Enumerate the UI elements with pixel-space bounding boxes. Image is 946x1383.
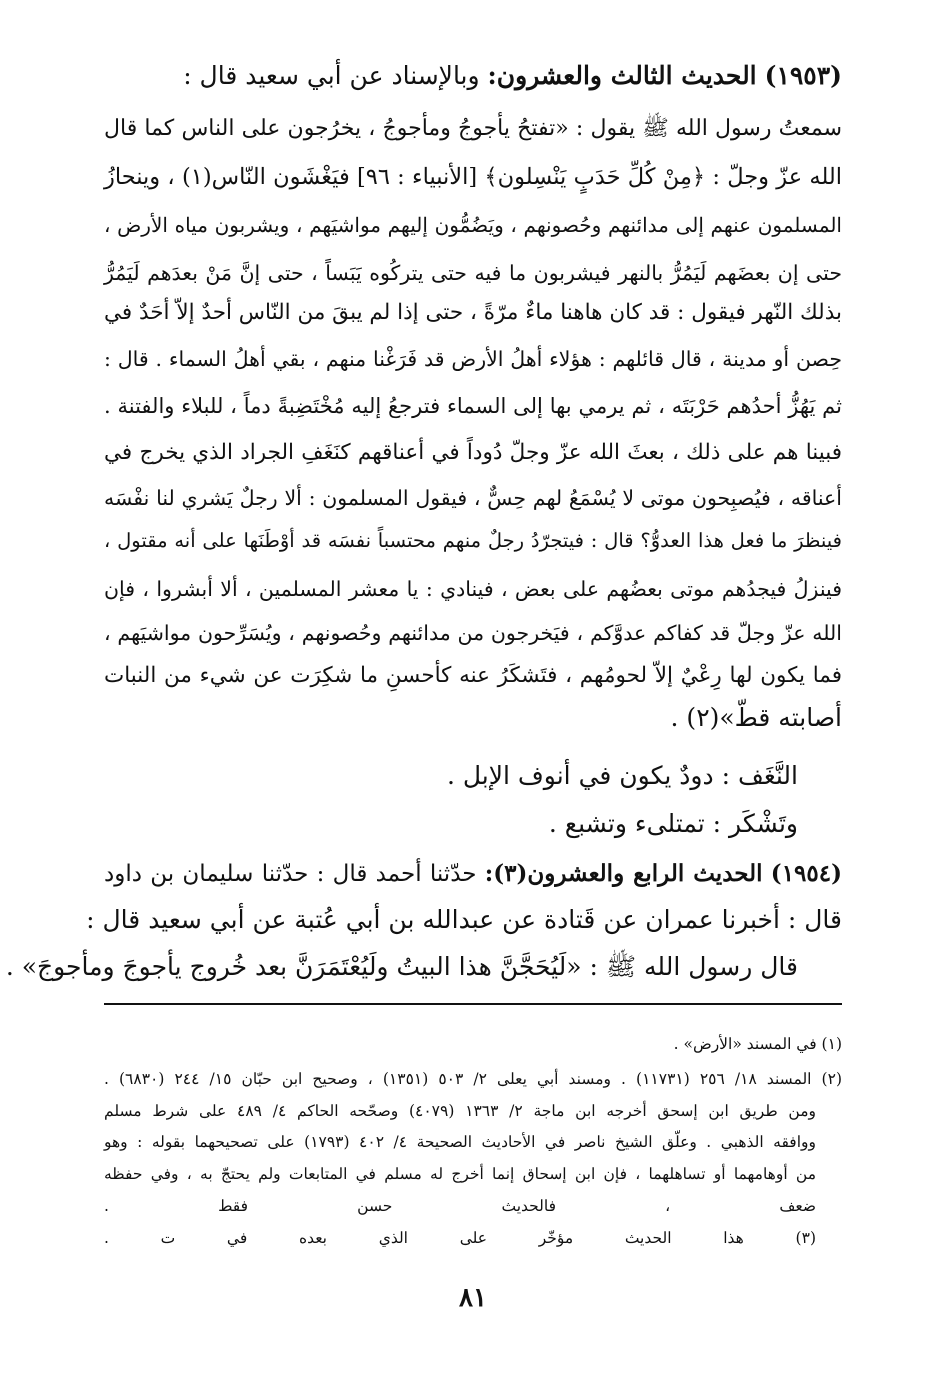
hadith-1953-line: بذلك النّهر فيقول : قد كان هاهنا ماءٌ مرّةً ، حتى إذا لم يبقَ من النّاس أحدٌ إلاّ أحَدٌ في [103,300,842,325]
hadith-1953-heading [183,60,842,92]
hadith-1954-number: (١٩٥٤) [770,860,842,887]
footnote: ووافقه الذهبي . وعلّق الشيخ ناصر في الأحاديث الصحيحة ٤/ ٤٠٢ (١٧٩٣) على تصحيحهما بقوله : وهو [104,1133,816,1151]
hadith-1954-title: الحديث الرابع والعشرون(٣): [484,860,763,887]
hadith-1954-line: قال : أخبرنا عمران عن قَتادة عن عبدالله بن أبي عُتبة عن أبي سعيد قال : [86,905,842,934]
footnote: ضعف ، فالحديث حسن فقط . [104,1197,816,1215]
hadith-1954-heading [104,858,842,890]
hadith-1953-title: الحديث الثالث والعشرون: [487,61,757,90]
hadith-1953-line: حتى إن بعضَهم لَيَمُرُّ بالنهر فيشربون ما فيه حتى يتركُوه يَبَساً ، حتى إنَّ مَنْ بعدَهم لَيَمُرُّ [104,261,842,285]
footnote: (٣) هذا الحديث مؤخّر على الذي بعده في ت . [104,1229,816,1247]
hadith-1954-line: قال رسول الله ﷺ : «لَيُحَجَّنَّ هذا البيتُ ولَيُعْتَمَرَنَّ بعد خُروج يأجوجَ ومأجوجَ» . [5,952,798,981]
hadith-1953-line: فبينا هم على ذلك ، بعثَ الله عزّ وجلّ دُوداً في أعناقهم كنَغَفِ الجراد الذي يخرج في [104,440,842,465]
footnote: من أوهامهما أو تساهلهما ، فإن ابن إسحاق إنما أخرج له مسلم في المتابعات ولم يحتجّ به ، وفي حفظه [104,1165,816,1183]
footnote: (١) في المسند «الأرض» . [673,1035,842,1053]
hadith-1953-line: الله عزّ وجلّ : ﴿مِنْ كُلِّ حَدَبٍ يَنْسِلون﴾ [الأنبياء : ٩٦] فيَغْشَون النّاس(١) ، وينحازُ [104,164,843,190]
hadith-1953-line: الله عزّ وجلّ قد كفاكم عدوَّكم ، فيَخرجون من مدائنهم وحُصونهم ، ويُسَرِّحون مواشيَهم ، [104,621,842,645]
page-number: ٨١ [459,1283,487,1313]
hadith-1953-line: المسلمون عنهم إلى مدائنهم وحُصونهم ، ويَضُمُّون إليهم مواشيَهم ، ويشربون مياه الأرض ، [104,213,842,237]
hadith-1953-line: أعناقه ، فيُصبِحون موتى لا يُسْمَعُ لهم حِسٌّ ، فيقول المسلمون : ألا رجلٌ يَشري لنا نفْسَه [104,486,842,510]
hadith-1953-line: فينزلُ فيجدُهم موتى بعضُهم على بعض ، فينادي : يا معشر المسلمين ، ألا أبشروا ، فإن [104,577,842,601]
footnote: (٢) المسند ١٨/ ٢٥٦ (١١٧٣١) . ومسند أبي يعلى ٢/ ٥٠٣ (١٣٥١) ، وصحيح ابن حبّان ١٥/ ٢٤٤ (٦٨٣٠) . [104,1070,842,1088]
glossary-entry: وتَشْكَر : تمتلىء وتشبع . [548,809,798,838]
hadith-1953-line: فينظرَ ما فعل هذا العدوُّ؟ قال : فيتجرّدُ رجلٌ منهم محتسباً نفسَه قد أوْطَنَها على أنه مقتول ، [104,529,842,552]
footnote: ومن طريق ابن إسحق أخرجه ابن ماجة ٢/ ١٣٦٣ (٤٠٧٩) وصحّحه الحاكم ٤/ ٤٨٩ على شرط مسلم [104,1102,817,1120]
hadith-1953-line: ثم يَهُزُّ أحدُهم حَرْبَتَه ، ثم يرمي بها إلى السماء فترجعُ إليه مُخْتَضِبةً دماً ، للبلاء والفتنة . [104,394,842,418]
hadith-1953-line: سمعتُ رسول الله ﷺ يقول : «تفتحُ يأجوجُ ومأجوجُ ، يخرُجون على الناس كما قال [104,116,842,141]
hadith-1953-line: فما يكون لها رِعْيٌ إلاّ لحومُهم ، فتَشكَرُ عنه كأحسنِ ما شكِرَت عن شيء من النبات [104,663,842,688]
hadith-1953-line: أصابته قطّ»(٢) . [670,703,842,732]
hadith-1953-line: حِصن أو مدينة ، قال قائلهم : هؤلاء أهلُ الأرض قد فَرَغْنا منهم ، بقي أهلُ السماء . قال : [104,347,843,371]
glossary-entry: النَّغَف : دودٌ يكون في أنوف الإبل . [446,761,798,790]
hadith-1954-intro: حدّثنا أحمد قال : حدّثنا سليمان بن داود [104,861,477,887]
footnote-divider [104,1003,842,1005]
hadith-1953-number: (١٩٥٣) [764,61,842,90]
hadith-1953-intro: وبالإسناد عن أبي سعيد قال : [183,61,480,90]
